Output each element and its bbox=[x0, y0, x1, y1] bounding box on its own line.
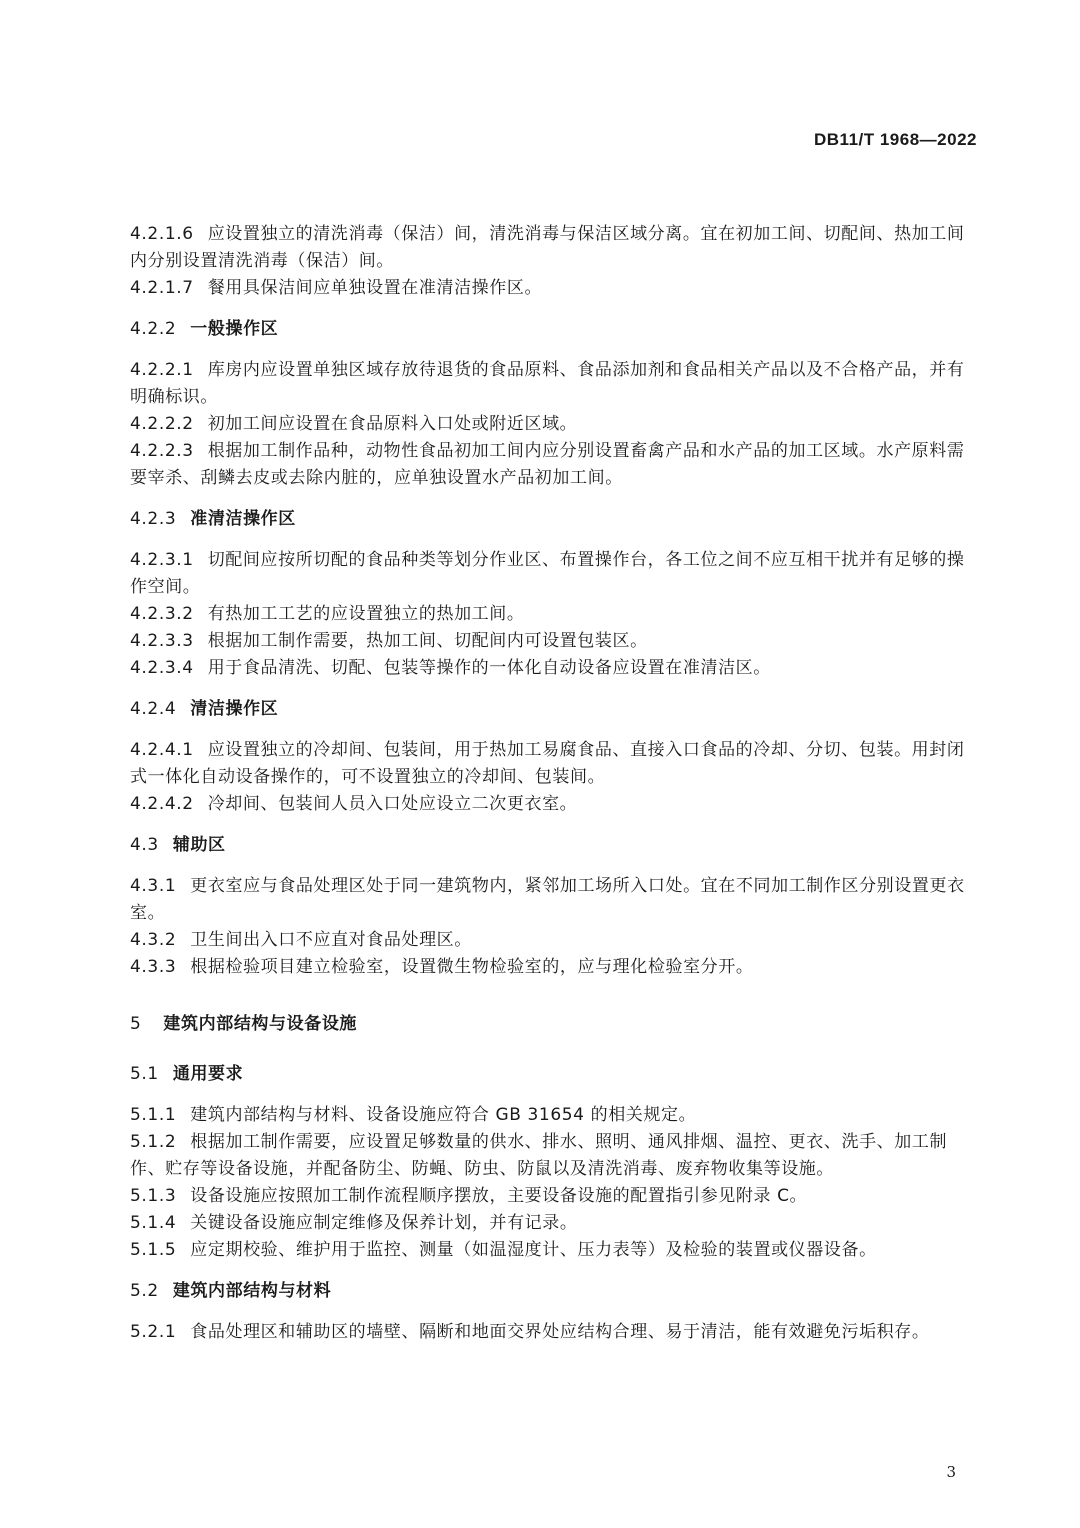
clause: 4.2.3.1 切配间应按所切配的食品种类等划分作业区、布置操作台，各工位之间不应互相干扰并有足够的操作空间。 bbox=[130, 550, 965, 597]
clause: 4.2.3.2 有热加工工艺的应设置独立的热加工间。 bbox=[130, 604, 525, 624]
section-heading: 4.3 辅助区 bbox=[130, 835, 226, 855]
clause: 5.1.2 根据加工制作需要，应设置足够数量的供水、排水、照明、通风排烟、温控、更衣、洗手、加工制作、贮存等设备设施，并配备防尘、防蝇、防虫、防鼠以及清洗消毒、废弃物收集等设施。 bbox=[130, 1132, 948, 1179]
clause: 4.2.1.6 应设置独立的清洗消毒（保洁）间，清洗消毒与保洁区域分离。宜在初加工间、切配间、热加工间内分别设置清洗消毒（保洁）间。 bbox=[130, 224, 965, 271]
clause: 4.2.2.2 初加工间应设置在食品原料入口处或附近区域。 bbox=[130, 414, 578, 434]
section-heading: 5.1 通用要求 bbox=[130, 1064, 244, 1084]
clause: 4.2.3.3 根据加工制作需要，热加工间、切配间内可设置包装区。 bbox=[130, 631, 648, 651]
clause: 4.2.4.2 冷却间、包装间人员入口处应设立二次更衣室。 bbox=[130, 794, 578, 814]
clause: 4.2.2.3 根据加工制作品种，动物性食品初加工间内应分别设置畜禽产品和水产品的加工区域。水产原料需要宰杀、刮鳞去皮或去除内脏的，应单独设置水产品初加工间。 bbox=[130, 441, 965, 488]
clause: 5.1.5 应定期校验、维护用于监控、测量（如温湿度计、压力表等）及检验的装置或仪器设备。 bbox=[130, 1240, 877, 1260]
page-number: 3 bbox=[946, 1463, 956, 1481]
clause: 5.1.1 建筑内部结构与材料、设备设施应符合 GB 31654 的相关规定。 bbox=[130, 1105, 697, 1125]
clause: 4.2.4.1 应设置独立的冷却间、包装间，用于热加工易腐食品、直接入口食品的冷却、分切、包装。用封闭式一体化自动设备操作的，可不设置独立的冷却间、包装间。 bbox=[130, 740, 965, 787]
clause: 5.2.1 食品处理区和辅助区的墙壁、隔断和地面交界处应结构合理、易于清洁，能有效避免污垢积存。 bbox=[130, 1322, 930, 1342]
section-heading: 4.2.2 一般操作区 bbox=[130, 319, 279, 339]
clause: 4.3.1 更衣室应与食品处理区处于同一建筑物内，紧邻加工场所入口处。宜在不同加工制作区分别设置更衣室。 bbox=[130, 876, 965, 923]
clause: 4.2.2.1 库房内应设置单独区域存放待退货的食品原料、食品添加剂和食品相关产品以及不合格产品，并有明确标识。 bbox=[130, 360, 965, 407]
clause: 4.3.2 卫生间出入口不应直对食品处理区。 bbox=[130, 930, 472, 950]
document-code: DB11/T 1968—2022 bbox=[814, 130, 977, 149]
clause: 4.3.3 根据检验项目建立检验室，设置微生物检验室的，应与理化检验室分开。 bbox=[130, 957, 754, 977]
chapter-heading: 5 建筑内部结构与设备设施 bbox=[130, 1014, 358, 1034]
clause: 5.1.3 设备设施应按照加工制作流程顺序摆放，主要设备设施的配置指引参见附录 C。 bbox=[130, 1186, 808, 1206]
section-heading: 5.2 建筑内部结构与材料 bbox=[130, 1281, 332, 1301]
clause: 4.2.3.4 用于食品清洗、切配、包装等操作的一体化自动设备应设置在准清洁区。 bbox=[130, 658, 771, 678]
section-heading: 4.2.3 准清洁操作区 bbox=[130, 509, 296, 529]
document-body bbox=[130, 221, 980, 1346]
clause: 4.2.1.7 餐用具保洁间应单独设置在准清洁操作区。 bbox=[130, 278, 543, 298]
clause: 5.1.4 关键设备设施应制定维修及保养计划，并有记录。 bbox=[130, 1213, 578, 1233]
section-heading: 4.2.4 清洁操作区 bbox=[130, 699, 279, 719]
